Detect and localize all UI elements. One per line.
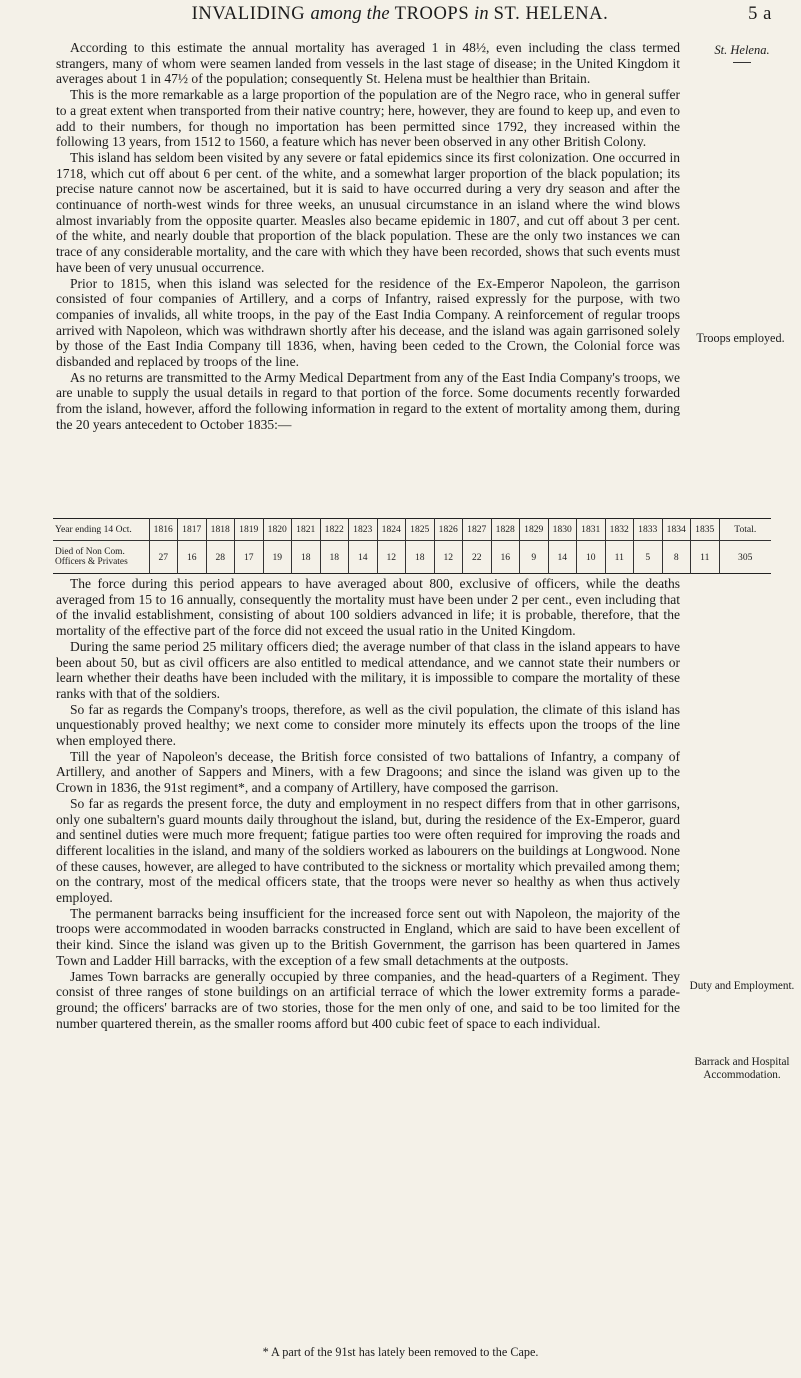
row-label: Year ending 14 Oct. [53,519,149,541]
year-cell: 1828 [491,519,520,541]
year-cell: 1822 [320,519,349,541]
paragraph: The permanent barracks being insufficient for the increased force sent out with Napoleon, the majority of the troops were accommodated in wooden barracks constructed in England, which are said to have been excellent of their kind. Since the island was given up to the British Government, the garrison has been quartered in James Town and Ladder Hill barracks, with the exception of a few small detachments at the outposts. [56,905,680,968]
title-text: ST. HELENA. [493,4,609,24]
year-cell: 1819 [235,519,264,541]
deaths-cell: 9 [520,541,549,574]
deaths-cell: 17 [235,541,264,574]
year-cell: 1826 [434,519,463,541]
deaths-cell: 14 [349,541,378,574]
footnote: * A part of the 91st has lately been removed to the Cape. [262,1345,539,1359]
deaths-cell: 27 [149,541,178,574]
row-label: Died of Non Com. Officers & Privates [55,547,128,567]
deaths-cell: 14 [548,541,577,574]
year-cell: 1821 [292,519,321,541]
mortality-table-wrap [53,518,771,574]
mortality-table [53,518,771,574]
title-text: in [469,4,494,24]
deaths-cell: 12 [434,541,463,574]
year-cell: 1827 [463,519,492,541]
deaths-cell: 16 [178,541,207,574]
body-text-top [56,40,680,433]
total-value-cell: 305 [719,541,771,574]
paragraph: According to this estimate the annual mortality has averaged 1 in 48½, even including the class termed strangers, many of whom were seamen landed from vessels in the last stage of disease; in the United Kingdom it averages about 1 in 47½ of the population; consequently St. Helena must be healthier than Britain. [56,40,680,87]
paragraph: The force during this period appears to have averaged about 800, exclusive of officers, while the deaths averaged from 15 to 16 annually, consequently the mortality must have been under 2 per cent., even including that of the invalid establishment, consisting of about 100 soldiers advanced in life; it is probable, therefore, that the mortality of the effective part of the force did not exceed the usual ratio in the United Kingdom. [56,576,680,639]
margin-note-duty-employment: Duty and Employment. [689,980,795,992]
paragraph: During the same period 25 military officers died; the average number of that class in the island appears to have been about 50, but as civil officers are also entitled to medical attendance, and we cannot state their numbers or learn whether their deaths have been included with the military, it is impossible to compare the mortality of these ranks with that of the soldiers. [56,638,680,701]
year-cell: 1823 [349,519,378,541]
year-cell: 1824 [377,519,406,541]
deaths-cell: 22 [463,541,492,574]
margin-note-troops-employed: Troops employed. [696,331,785,345]
deaths-cell: 11 [691,541,720,574]
paragraph: Till the year of Napoleon's decease, the British force consisted of two battalions of Infantry, a company of Artillery, and another of Sappers and Miners, with a few Dragoons; and since the island was given up to the Crown in 1836, the 91st regiment*, and a company of Artillery, have composed the garrison. [56,748,680,796]
margin-note-text: St. Helena. [714,43,770,57]
deaths-cell: 8 [662,541,691,574]
margin-dash [733,62,751,63]
title-text: TROOPS [394,4,470,24]
year-cell: 1818 [206,519,235,541]
running-header [28,4,772,34]
paragraph: Prior to 1815, when this island was selected for the residence of the Ex-Emperor Napoleon, the garrison consisted of four companies of Artillery, and a corps of Infantry, raised expressly for the purpose, with two companies of invalids, all white troops, in the pay of the East India Company. A reinforcement of regular troops arrived with Napoleon, which was withdrawn shortly after his decease, and the island was again garrisoned solely by those of the East India Company till 1836, when, having been ceded to the Crown, the Colonial force was disbanded and replaced by troops of the line. [56,275,680,370]
paragraph: So far as regards the present force, the duty and employment in no respect differs from that in other garrisons, only one subaltern's guard mounts daily throughout the island, but, during the residence of the Ex-Emperor, guard and sentinel duties were much more frequent; fatigue parties too were often required for improving the roads and different localities in the island, and many of the soldiers worked as labourers on the buildings at Longwood. None of these causes, however, are alleged to have contributed to the sickness or mortality which prevailed among them; on the contrary, most of the medical officers state, that the troops were never so healthy as when thus actively employed. [56,795,680,906]
deaths-cell: 11 [605,541,634,574]
paragraph: This island has seldom been visited by any severe or fatal epidemics since its first colonization. One occurred in 1718, which cut off about 6 per cent. of the white, and a somewhat larger proportion of the black population; its precise nature cannot now be ascertained, but it is said to have occurred during a very dry season and after the continuance of north-west winds for three weeks, an unusual circumstance in an island where the wind blows almost invariably from the opposite quarter. Measles also became epidemic in 1807, and cut off about 3 per cent. of the white, and nearly double that proportion of the black population. These are the only two instances we can trace of any considerable mortality, and the care with which they have been recorded, shows that such events must have been of very unusual occurrence. [56,149,680,275]
year-cell: 1817 [178,519,207,541]
deaths-cell: 12 [377,541,406,574]
year-cell: 1835 [691,519,720,541]
title-text: among [310,4,362,24]
year-cell: 1830 [548,519,577,541]
year-cell: 1831 [577,519,606,541]
year-cell: 1833 [634,519,663,541]
table-row-deaths [53,541,771,574]
deaths-cell: 10 [577,541,606,574]
margin-note-st-helena [684,44,800,63]
year-cell: 1816 [149,519,178,541]
table-row-years [53,519,771,541]
deaths-cell: 18 [406,541,435,574]
total-label-cell: Total. [719,519,771,541]
paragraph: James Town barracks are generally occupied by three companies, and the head-quarters of a Regiment. They consist of three ranges of stone buildings on an artificial terrace of which the lower extremity forms a parade-ground; the officers' barracks are of two stories, those for the men only of one, and said to be too limited for the number quartered therein, as the smaller rooms afford but 400 cubic feet of space to each individual. [56,968,680,1031]
paragraph: So far as regards the Company's troops, therefore, as well as the civil population, the climate of this island has unquestionably proved healthy; we next come to consider more minutely its effects upon the troops of the line when employed there. [56,701,680,749]
deaths-cell: 28 [206,541,235,574]
year-cell: 1829 [520,519,549,541]
year-cell: 1834 [662,519,691,541]
deaths-cell: 18 [292,541,321,574]
year-cell: 1832 [605,519,634,541]
margin-note-barrack-hospital: Barrack and Hospital Accommodation. [694,1056,790,1081]
deaths-cell: 5 [634,541,663,574]
title-text: the [361,4,395,24]
title-text: INVALIDING [191,4,311,24]
year-cell: 1825 [406,519,435,541]
page-title [28,4,702,25]
paragraph: As no returns are transmitted to the Army Medical Department from any of the East India Company's troops, we are unable to supply the usual details in regard to that portion of the force. Some documents recently forwarded from the island, however, afford the following information in regard to the extent of mortality among them, during the 20 years antecedent to October 1835:— [56,369,680,432]
deaths-cell: 16 [491,541,520,574]
deaths-cell: 18 [320,541,349,574]
page-number: 5 a [748,4,772,24]
year-cell: 1820 [263,519,292,541]
paragraph: This is the more remarkable as a large proportion of the population are of the Negro race, who in general suffer to a great extent when transported from their native country; here, however, they are found to keep up, and even to add to their numbers, for though no importation has been permitted since 1792, they increased within the following 13 years, from 1512 to 1560, a feature which has never been observed in any other British Colony. [56,87,680,150]
body-text-bottom [56,576,680,1031]
deaths-cell: 19 [263,541,292,574]
